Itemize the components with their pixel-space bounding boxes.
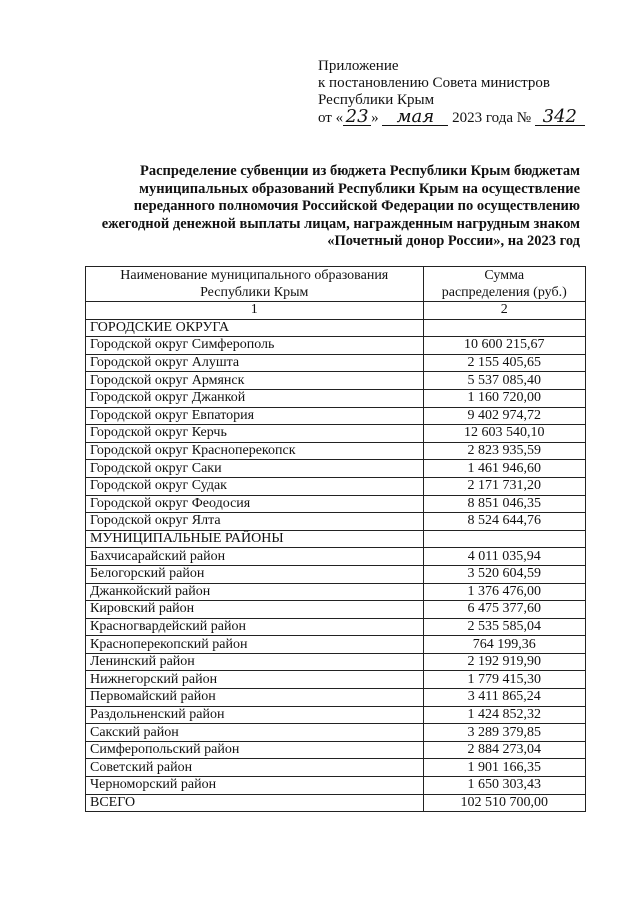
row-name: Раздольненский район — [86, 706, 424, 724]
header-name-line1: Наименование муниципального образования — [120, 268, 389, 283]
column-index-row — [86, 302, 586, 320]
table-row — [86, 565, 586, 583]
attachment-resolution: к постановлению Совета министров — [318, 75, 550, 91]
row-amount: 2 171 731,20 — [423, 477, 585, 495]
row-amount: 1 461 946,60 — [423, 460, 585, 478]
table-row — [86, 777, 586, 795]
handwritten-number: 342 — [535, 109, 585, 126]
table-row — [86, 425, 586, 443]
row-amount: 9 402 974,72 — [423, 407, 585, 425]
row-amount: 10 600 215,67 — [423, 337, 585, 355]
row-amount: 5 537 085,40 — [423, 372, 585, 390]
column-index-1: 1 — [86, 302, 424, 320]
total-label: ВСЕГО — [86, 794, 424, 812]
row-amount: 12 603 540,10 — [423, 425, 585, 443]
row-name: Городской округ Алушта — [86, 354, 424, 372]
table-row — [86, 337, 586, 355]
header-name-line2: Республики Крым — [200, 284, 309, 300]
row-name: Кировский район — [86, 601, 424, 619]
row-name: Ленинский район — [86, 653, 424, 671]
attachment-header — [318, 58, 585, 127]
table-row — [86, 442, 586, 460]
total-row — [86, 794, 586, 812]
table-row — [86, 354, 586, 372]
row-amount: 1 376 476,00 — [423, 583, 585, 601]
handwritten-month: мая — [382, 109, 448, 126]
row-name: Черноморский район — [86, 777, 424, 795]
row-name: Сакский район — [86, 724, 424, 742]
row-name: Красноперекопский район — [86, 636, 424, 654]
row-name: Городской округ Джанкой — [86, 389, 424, 407]
section-row — [86, 319, 586, 337]
header-amount-line1: Сумма — [484, 268, 525, 283]
row-amount: 8 524 644,76 — [423, 513, 585, 531]
row-name: Городской округ Саки — [86, 460, 424, 478]
section-city-districts: ГОРОДСКИЕ ОКРУГА — [86, 319, 424, 337]
table-row — [86, 372, 586, 390]
column-index-2: 2 — [423, 302, 585, 320]
row-amount: 3 411 865,24 — [423, 689, 585, 707]
title-line: ежегодной денежной выплаты лицам, награжденным нагрудным знаком — [101, 215, 580, 232]
row-name: Городской округ Феодосия — [86, 495, 424, 513]
row-amount: 8 851 046,35 — [423, 495, 585, 513]
table-row — [86, 724, 586, 742]
attachment-label: Приложение — [318, 58, 399, 74]
empty-cell — [423, 319, 585, 337]
table-row — [86, 653, 586, 671]
row-amount: 1 160 720,00 — [423, 389, 585, 407]
row-amount: 2 192 919,90 — [423, 653, 585, 671]
table-header-row — [86, 267, 586, 302]
row-name: Симферопольский район — [86, 741, 424, 759]
row-amount: 2 155 405,65 — [423, 354, 585, 372]
distribution-table — [85, 266, 586, 812]
document-title — [80, 163, 580, 251]
table-row — [86, 477, 586, 495]
row-name: Городской округ Симферополь — [86, 337, 424, 355]
title-line: Распределение субвенции из бюджета Республики Крым бюджетам — [139, 163, 580, 179]
row-name: Советский район — [86, 759, 424, 777]
row-amount: 6 475 377,60 — [423, 601, 585, 619]
table-row — [86, 671, 586, 689]
row-amount: 3 520 604,59 — [423, 565, 585, 583]
row-name: Городской округ Евпатория — [86, 407, 424, 425]
table-row — [86, 548, 586, 566]
table-row — [86, 583, 586, 601]
row-name: Красногвардейский район — [86, 618, 424, 636]
row-amount: 1 901 166,35 — [423, 759, 585, 777]
date-quote: » — [371, 110, 379, 126]
attachment-date-line — [318, 106, 585, 127]
title-line: муниципальных образований Республики Крым на осуществление — [139, 180, 580, 197]
title-line: переданного полномочия Российской Федерации по осуществлению — [133, 198, 580, 215]
row-amount: 4 011 035,94 — [423, 548, 585, 566]
table-row — [86, 513, 586, 531]
row-amount: 3 289 379,85 — [423, 724, 585, 742]
row-amount: 1 650 303,43 — [423, 777, 585, 795]
table-row — [86, 741, 586, 759]
row-name: Городской округ Судак — [86, 477, 424, 495]
date-prefix: от « — [318, 110, 344, 126]
table-row — [86, 636, 586, 654]
row-amount: 2 884 273,04 — [423, 741, 585, 759]
table-row — [86, 389, 586, 407]
row-name: Городской округ Керчь — [86, 425, 424, 443]
table-row — [86, 601, 586, 619]
table-row — [86, 407, 586, 425]
title-line: «Почетный донор России», на 2023 год — [327, 233, 580, 250]
row-amount: 764 199,36 — [423, 636, 585, 654]
row-name: Городской округ Ялта — [86, 513, 424, 531]
row-name: Городской округ Красноперекопск — [86, 442, 424, 460]
handwritten-day: 23 — [343, 109, 371, 126]
table-row — [86, 460, 586, 478]
header-name — [86, 267, 424, 302]
row-name: Бахчисарайский район — [86, 548, 424, 566]
section-municipal-districts: МУНИЦИПАЛЬНЫЕ РАЙОНЫ — [86, 530, 424, 548]
row-amount: 2 823 935,59 — [423, 442, 585, 460]
row-name: Джанкойский район — [86, 583, 424, 601]
empty-cell — [423, 530, 585, 548]
table-row — [86, 706, 586, 724]
table-row — [86, 689, 586, 707]
attachment-republic: Республики Крым — [318, 92, 435, 108]
row-amount: 1 779 415,30 — [423, 671, 585, 689]
row-name: Городской округ Армянск — [86, 372, 424, 390]
year-text: 2023 года № — [452, 110, 532, 126]
section-row — [86, 530, 586, 548]
row-amount: 2 535 585,04 — [423, 618, 585, 636]
total-value: 102 510 700,00 — [423, 794, 585, 812]
header-amount-line2: распределения (руб.) — [441, 284, 567, 300]
row-name: Белогорский район — [86, 565, 424, 583]
row-amount: 1 424 852,32 — [423, 706, 585, 724]
table-row — [86, 495, 586, 513]
row-name: Нижнегорский район — [86, 671, 424, 689]
header-amount — [423, 267, 585, 302]
table-row — [86, 618, 586, 636]
row-name: Первомайский район — [86, 689, 424, 707]
table-row — [86, 759, 586, 777]
